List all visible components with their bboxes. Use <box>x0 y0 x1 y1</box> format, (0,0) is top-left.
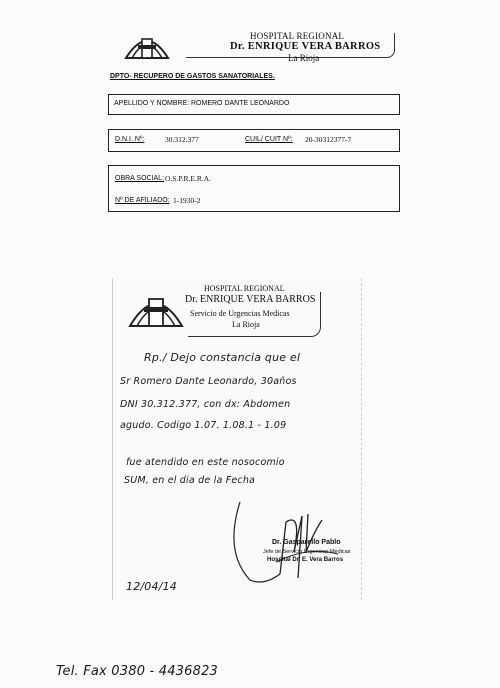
stamp-line3: Servicio de Urgencias Medicas <box>190 309 290 318</box>
id-box <box>108 129 400 152</box>
name-value: ROMERO DANTE LEONARDO <box>191 100 290 107</box>
note-line6: SUM, en el dia de la Fecha <box>124 475 256 486</box>
footer-phone-note: Tel. Fax 0380 - 4436823 <box>56 664 219 679</box>
stamp-line4: La Rioja <box>232 320 260 329</box>
afiliado-label: Nº DE AFILIADO: <box>115 197 170 204</box>
insurance-box <box>108 165 400 212</box>
name-box <box>108 94 400 115</box>
note-line3: DNI 30.312.377, con dx: Abdomen <box>120 399 291 410</box>
cuil-label: CUIL/ CUIT Nº: <box>245 136 293 143</box>
hospital-title-line3: La Rioja <box>288 53 320 63</box>
hospital-logo-icon <box>124 30 170 60</box>
hospital-stamp-logo-icon <box>128 288 184 328</box>
dni-value: 30.312.377 <box>165 135 199 144</box>
note-line2: Sr Romero Dante Leonardo, 30años <box>120 376 297 387</box>
doctor-name: Dr. Gasparello Pablo <box>272 539 341 546</box>
obra-social-label: OBRA SOCIAL: <box>115 175 165 182</box>
doctor-role: Jefe de Servicio Urgencias Medicas <box>263 549 351 555</box>
cuil-value: 20-30312377-7 <box>305 135 352 144</box>
note-line4: agudo. Codigo 1.07. 1.08.1 - 1.09 <box>120 420 287 431</box>
doctor-hospital: Hospital Dr. E. Vera Barros <box>267 557 344 563</box>
hospital-title-line2: Dr. ENRIQUE VERA BARROS <box>230 41 381 52</box>
afiliado-value: 1-1930-2 <box>173 196 201 205</box>
note-line1: Rp./ Dejo constancia que el <box>144 351 301 364</box>
note-line5: fue atendido en este nosocomio <box>126 457 285 468</box>
stamp-line2: Dr. ENRIQUE VERA BARROS <box>185 294 316 305</box>
name-label: APELLIDO Y NOMBRE: <box>114 100 190 107</box>
dni-label: D.N.I. Nº: <box>115 136 145 143</box>
note-date: 12/04/14 <box>126 580 178 593</box>
signature-mark <box>228 482 358 592</box>
stamp-line1: HOSPITAL REGIONAL <box>204 284 285 293</box>
department-heading: DPTO- RECUPERO DE GASTOS SANATORIALES. <box>110 73 275 80</box>
obra-social-value: O.S.P.R.E.R.A. <box>165 174 212 183</box>
hospital-title-line1: HOSPITAL REGIONAL <box>250 31 345 41</box>
